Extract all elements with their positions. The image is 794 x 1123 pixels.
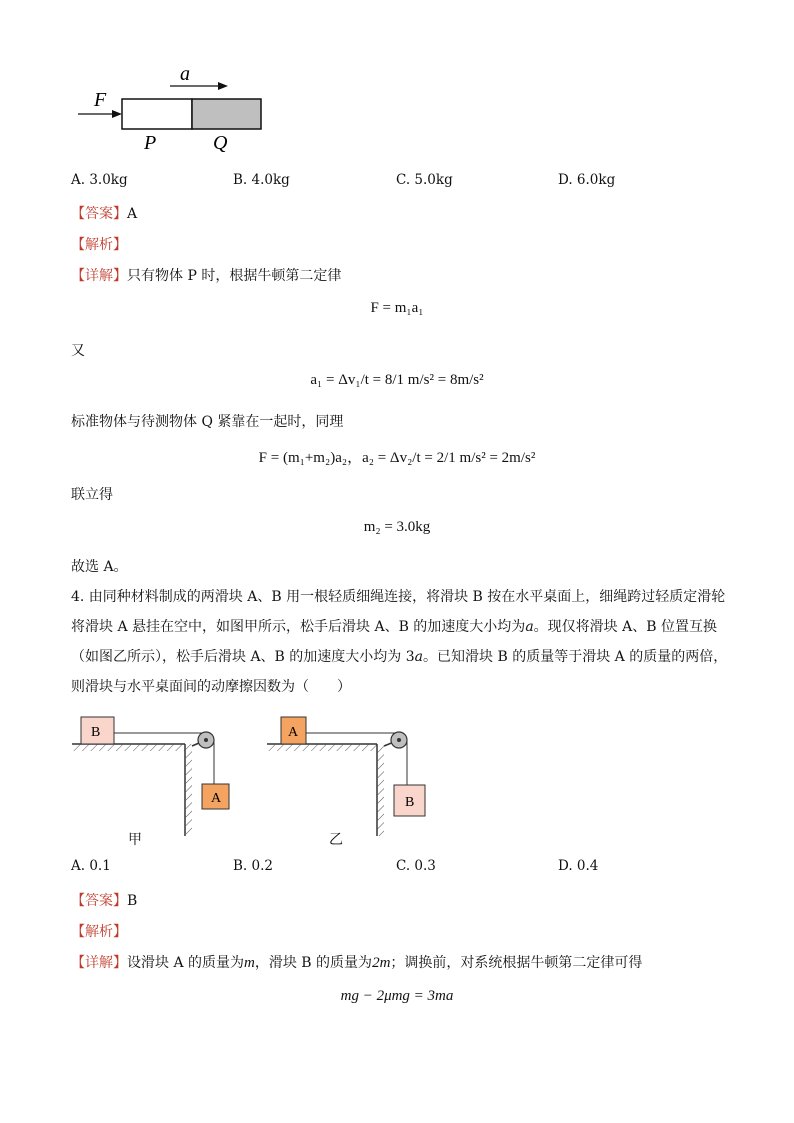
q4-option-d[interactable]: D. 0.4 bbox=[558, 858, 599, 874]
q3-eq3: F = (m₁+m₂)a₂，a₂ = Δv₂/t = 2/1 m/s² = 2m/s² bbox=[258, 450, 536, 466]
q4-caption-jia: 甲 bbox=[128, 832, 142, 848]
q3-option-d[interactable]: D. 6.0kg bbox=[558, 172, 616, 188]
q3-eq2: a₁ = Δv₁/t = 8/1 m/s² = 8m/s² bbox=[310, 372, 484, 388]
q4-option-a[interactable]: A. 0.1 bbox=[71, 858, 111, 874]
q3-line-same: 标准物体与待测物体 Q 紧靠在一起时，同理 bbox=[71, 414, 344, 430]
block-p bbox=[122, 99, 192, 129]
q4-stem bbox=[71, 582, 727, 702]
q3-eq1: F = m₁a₁ bbox=[370, 300, 424, 316]
q4-option-c[interactable]: C. 0.3 bbox=[396, 858, 436, 874]
accel-label: a bbox=[180, 63, 190, 85]
q4-figure-jia bbox=[70, 712, 240, 852]
q3-connector-you: 又 bbox=[71, 343, 85, 359]
q4-stem-line1: 4. 由同种材料制成的两滑块 A、B 用一根轻质细绳连接，将滑块 B 按在水平桌面上，细绳跨过轻质定滑轮 bbox=[71, 589, 726, 605]
q3-option-c[interactable]: C. 5.0kg bbox=[396, 172, 453, 188]
q4-caption-yi: 乙 bbox=[329, 832, 343, 848]
q3-figure bbox=[70, 58, 280, 158]
q4-analysis-tag: 【解析】 bbox=[71, 924, 127, 940]
block-q-label: Q bbox=[213, 132, 228, 154]
detail-text: 只有物体 P 时，根据牛顿第二定律 bbox=[127, 268, 342, 284]
q3-answer-line bbox=[71, 203, 137, 223]
q4-stem-line3: （如图乙所示），松手后滑块 A、B 的加速度大小均为 3a。已知滑块 B 的质量等于滑块 A 的质量的两倍， bbox=[71, 649, 728, 665]
yi-hanging-block-label: B bbox=[405, 795, 415, 810]
answer-value: B bbox=[127, 893, 138, 909]
jia-hanging-block-label: A bbox=[211, 791, 222, 806]
q3-option-a[interactable]: A. 3.0kg bbox=[71, 172, 128, 188]
block-q bbox=[192, 99, 261, 129]
q3-connector-combine: 联立得 bbox=[71, 487, 113, 503]
q3-detail-line bbox=[71, 265, 341, 285]
q3-eq4: m₂ = 3.0kg bbox=[363, 519, 431, 535]
q3-option-b[interactable]: B. 4.0kg bbox=[233, 172, 290, 188]
q4-figure-yi bbox=[265, 712, 435, 852]
q4-stem-line4: 则滑块与水平桌面间的动摩擦因数为（ ） bbox=[71, 679, 351, 695]
answer-value: A bbox=[127, 206, 138, 222]
answer-tag: 【答案】 bbox=[71, 206, 127, 222]
q4-answer-line bbox=[71, 890, 137, 910]
q4-eq1: mg − 2μmg = 3ma bbox=[340, 988, 454, 1004]
q4-detail-line: 【详解】设滑块 A 的质量为m，滑块 B 的质量为2m；调换前，对系统根据牛顿第二定律可得 bbox=[71, 955, 643, 971]
force-label: F bbox=[94, 89, 107, 111]
q4-option-b[interactable]: B. 0.2 bbox=[233, 858, 273, 874]
q3-conclusion: 故选 A。 bbox=[71, 559, 128, 575]
block-p-label: P bbox=[144, 132, 157, 154]
detail-tag: 【详解】 bbox=[71, 955, 127, 971]
yi-table-block-label: A bbox=[288, 725, 299, 740]
detail-tag: 【详解】 bbox=[71, 268, 127, 284]
answer-tag: 【答案】 bbox=[71, 893, 127, 909]
q3-analysis-tag: 【解析】 bbox=[71, 237, 127, 253]
q4-stem-line2: 将滑块 A 悬挂在空中，如图甲所示，松手后滑块 A、B 的加速度大小均为a。现仅将滑块 A、B 位置互换 bbox=[71, 619, 717, 635]
jia-table-block-label: B bbox=[91, 725, 101, 740]
